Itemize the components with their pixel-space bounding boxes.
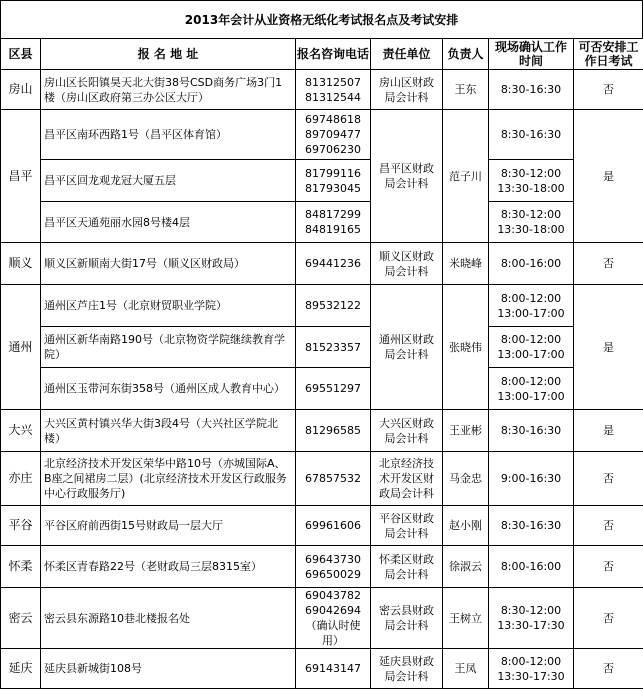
table-row [1,327,643,368]
person-cell: 王东 [443,70,489,110]
time-line: 13:30-18:00 [497,223,565,236]
time-line: 8:30-12:00 [500,166,562,180]
time-line: 8:30-16:30 [500,83,562,96]
time-cell [489,649,574,689]
time-line: 8:30-16:30 [500,519,562,532]
weekend-cell: 否 [574,506,643,546]
address-cell: 北京经济技术开发区荣华中路10号（亦城国际A、B座之间裙房二层）(北京经济技术开发区行政服务中心行政服务厅) [41,452,296,506]
header-phone: 报名咨询电话 [296,39,371,70]
address-cell: 大兴区黄村镇兴华大街3段4号（大兴社区学院北楼） [41,410,296,452]
person-cell: 王树立 [443,588,489,649]
unit-cell: 密云县财政局会计科 [371,588,443,649]
time-cell [489,327,574,368]
time-line: 13:00-17:00 [497,348,565,361]
unit-cell: 顺义区财政局会计科 [371,243,443,285]
time-line: 13:00-17:00 [497,389,565,403]
time-line: 13:00-17:00 [497,306,565,320]
weekend-cell: 否 [574,649,643,689]
unit-cell: 怀柔区财政局会计科 [371,546,443,588]
phone-line: 84817299 [305,208,361,221]
time-line: 8:00-12:00 [500,654,562,668]
time-cell [489,506,574,546]
phone-line: 81296585 [305,424,361,437]
unit-cell: 北京经济技术开发区财政局会计科 [371,452,443,506]
weekend-cell: 否 [574,243,643,285]
district-cell: 怀柔 [1,546,41,588]
time-line: 13:30-17:30 [497,669,565,683]
time-line: 13:30-18:00 [497,181,565,195]
unit-cell: 昌平区财政局会计科 [371,110,443,243]
header-address: 报 名 地 址 [41,39,296,70]
time-line: 9:00-16:30 [500,472,562,485]
phone-cell [296,110,371,160]
weekend-cell: 否 [574,588,643,649]
phone-cell [296,410,371,452]
header-person: 负责人 [443,39,489,70]
weekend-cell: 是 [574,285,643,410]
phone-cell [296,70,371,110]
phone-line: 67857532 [305,472,361,485]
table-row [1,588,643,649]
phone-cell [296,588,371,649]
address-cell: 通州区新华南路190号（北京物资学院继续教育学院） [41,327,296,368]
district-cell: 密云 [1,588,41,649]
page-title: 2013年会计从业资格无纸化考试报名点及考试安排 [0,0,643,38]
address-cell: 平谷区府前西街15号财政局一层大厅 [41,506,296,546]
phone-line: 69961606 [305,519,361,532]
unit-cell: 延庆县财政局会计科 [371,649,443,689]
unit-cell: 房山区财政局会计科 [371,70,443,110]
phone-cell [296,243,371,285]
time-cell [489,285,574,327]
district-cell: 亦庄 [1,452,41,506]
address-cell: 昌平区回龙观龙冠大厦五层 [41,160,296,202]
person-cell: 马金忠 [443,452,489,506]
phone-cell [296,160,371,202]
phone-cell [296,368,371,410]
table-row [1,285,643,327]
person-cell: 米晓峰 [443,243,489,285]
person-cell: 王亚彬 [443,410,489,452]
phone-line: 69551297 [305,382,361,395]
weekend-cell: 否 [574,452,643,506]
phone-cell [296,202,371,243]
phone-cell [296,546,371,588]
phone-line: 81312507 [305,75,361,89]
address-cell: 昌平区南环西路1号（昌平区体育馆） [41,110,296,160]
phone-line: 69643730 [305,552,361,566]
time-line: 8:30-12:00 [500,604,562,617]
person-cell: 王凤 [443,649,489,689]
unit-cell: 大兴区财政局会计科 [371,410,443,452]
phone-line: 81312544 [305,90,361,104]
person-cell: 张晓伟 [443,285,489,410]
table-row [1,110,643,160]
phone-line: 69706230 [305,143,361,156]
phone-line: 69143147 [305,662,361,675]
phone-line: 81523357 [305,340,361,354]
time-cell [489,410,574,452]
phone-cell [296,452,371,506]
phone-line: 84819165 [305,223,361,236]
district-cell: 昌平 [1,110,41,243]
phone-line: 69043782 [305,589,361,602]
table-row [1,546,643,588]
time-line: 8:30-16:30 [500,128,562,141]
time-line: 8:30-12:00 [500,208,562,221]
phone-line: 81793045 [305,181,361,195]
time-line: 8:00-16:00 [500,257,562,270]
address-cell: 通州区芦庄1号（北京财贸职业学院） [41,285,296,327]
address-cell: 顺义区新顺南大街17号（顺义区财政局） [41,243,296,285]
time-cell [489,368,574,410]
header-unit: 责任单位 [371,39,443,70]
header-weekend: 可否安排工作日考试 [574,39,643,70]
time-line: 8:00-12:00 [500,374,562,388]
table-row [1,452,643,506]
weekend-cell: 是 [574,410,643,452]
time-cell [489,202,574,243]
phone-line: 81799116 [305,166,361,180]
person-cell: 范子川 [443,110,489,243]
district-cell: 通州 [1,285,41,410]
time-cell [489,243,574,285]
weekend-cell: 否 [574,546,643,588]
schedule-table [0,38,643,689]
weekend-cell: 否 [574,70,643,110]
table-row [1,649,643,689]
table-row [1,368,643,410]
phone-line: 69748618 [305,113,361,126]
unit-cell: 通州区财政局会计科 [371,285,443,410]
unit-cell: 平谷区财政局会计科 [371,506,443,546]
phone-cell [296,506,371,546]
phone-line: 69650029 [305,567,361,581]
table-row [1,202,643,243]
address-cell: 延庆县新城街108号 [41,649,296,689]
phone-cell [296,285,371,327]
time-cell [489,70,574,110]
address-cell: 通州区玉带河东街358号（通州区成人教育中心） [41,368,296,410]
phone-line: 89709477 [305,128,361,141]
time-cell [489,546,574,588]
table-row [1,506,643,546]
district-cell: 平谷 [1,506,41,546]
header-time: 现场确认工作时间 [489,39,574,70]
phone-cell [296,649,371,689]
address-cell: 怀柔区青春路22号（老财政局三层8315室） [41,546,296,588]
phone-line: 89532122 [305,299,361,312]
district-cell: 顺义 [1,243,41,285]
header-row [1,39,643,70]
address-cell: 密云县东源路10巷北楼报名处 [41,588,296,649]
weekend-cell: 是 [574,110,643,243]
district-cell: 房山 [1,70,41,110]
time-cell [489,588,574,649]
time-line: 8:00-16:00 [500,560,562,573]
table-row [1,243,643,285]
district-cell: 大兴 [1,410,41,452]
time-line: 8:30-16:30 [500,424,562,437]
person-cell: 徐淑云 [443,546,489,588]
time-line: 8:00-12:00 [500,333,562,346]
header-district: 区县 [1,39,41,70]
district-cell: 延庆 [1,649,41,689]
address-cell: 房山区长阳镇昊天北大街38号CSD商务广场3门1楼（房山区政府第三办公区大厅） [41,70,296,110]
phone-cell [296,327,371,368]
phone-line: 69441236 [305,257,361,270]
address-cell: 昌平区天通苑丽水园8号楼4层 [41,202,296,243]
table-row [1,410,643,452]
time-line: 13:30-17:30 [497,619,565,632]
time-line: 8:00-12:00 [500,291,562,305]
time-cell [489,110,574,160]
table-row [1,70,643,110]
person-cell: 赵小刚 [443,506,489,546]
time-cell [489,452,574,506]
table-row [1,160,643,202]
time-cell [489,160,574,202]
phone-line: 69042694（确认时使用） [305,604,361,647]
